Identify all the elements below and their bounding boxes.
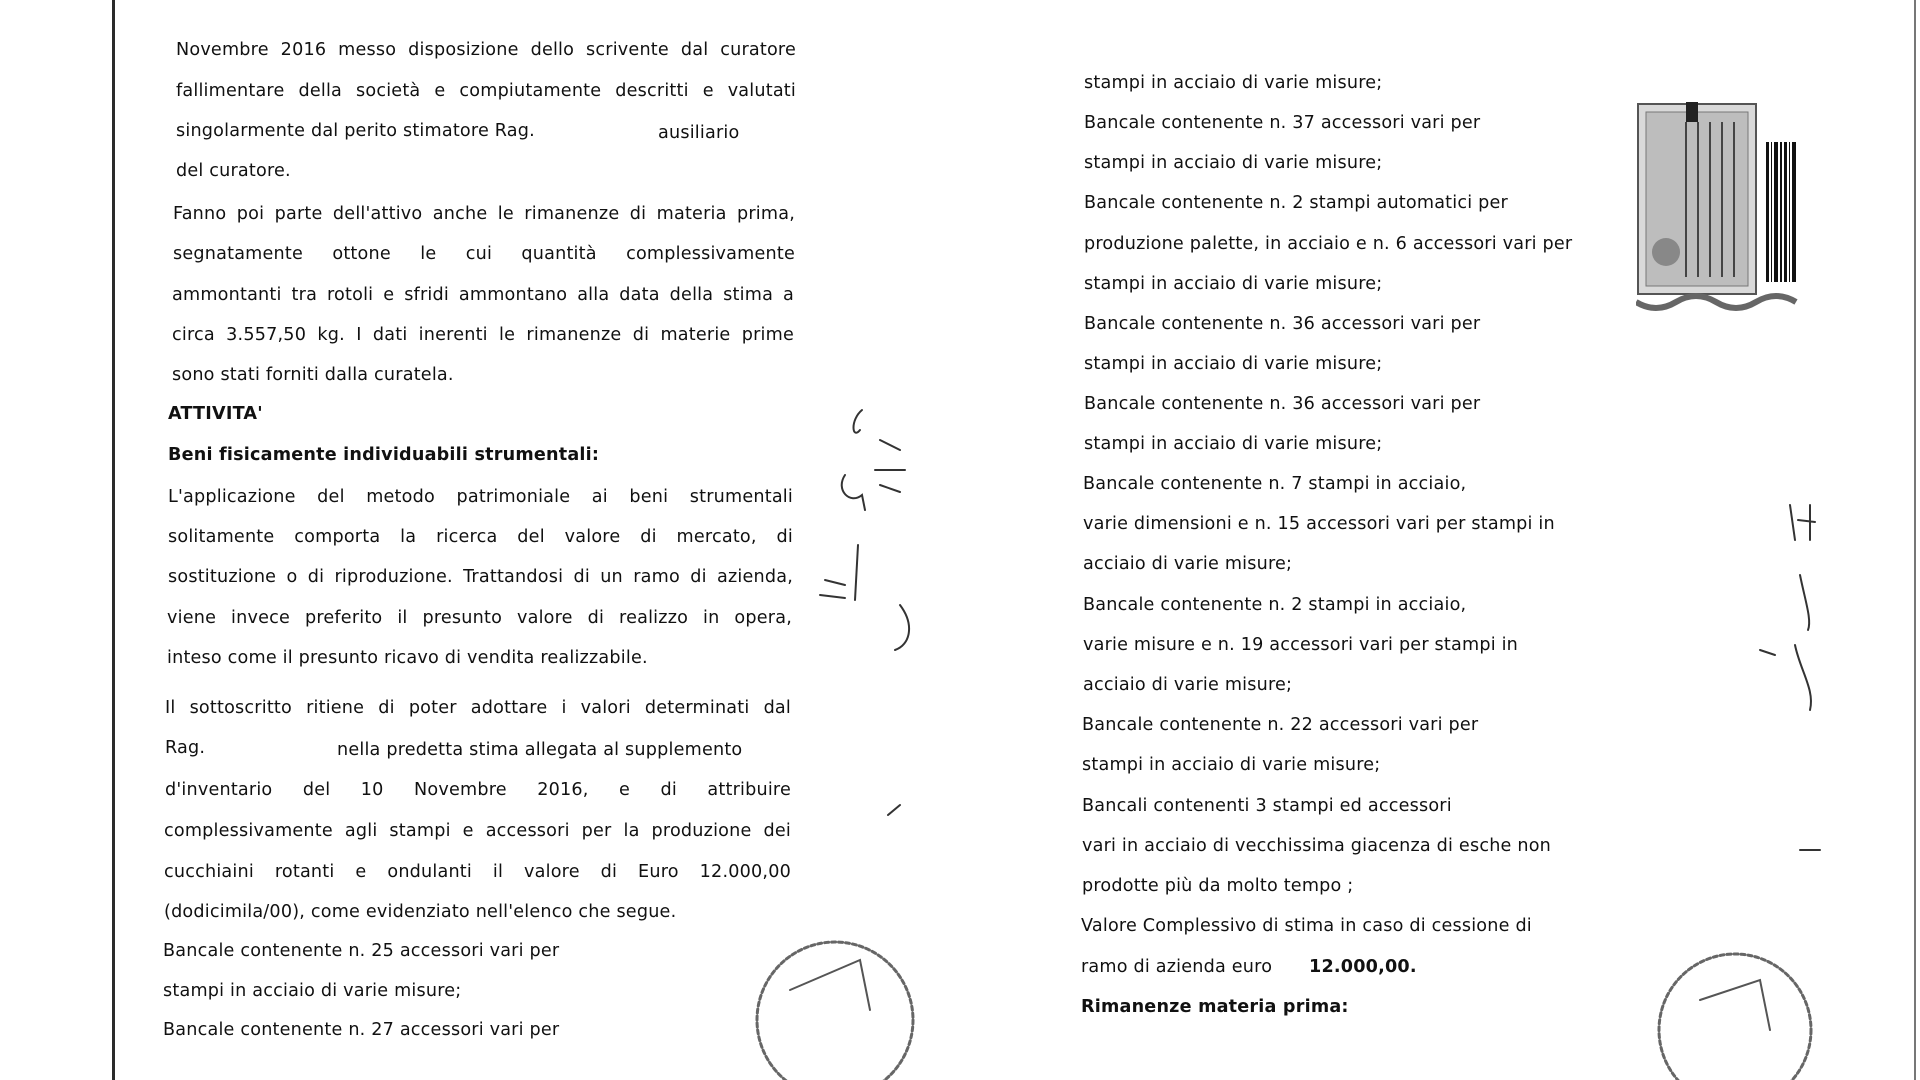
left-scan-edge — [112, 0, 115, 1080]
text-line: Bancale contenente n. 2 stampi automatici per — [1084, 193, 1508, 213]
text-line: singolarmente dal perito stimatore Rag. — [176, 121, 535, 141]
text-line: varie misure e n. 19 accessori vari per stampi in — [1083, 635, 1519, 655]
text-line: (dodicimila/00), come evidenziato nell'elenco che segue. — [164, 902, 677, 922]
text-line: stampi in acciaio di varie misure; — [1084, 73, 1383, 93]
text-line: d'inventario del 10 Novembre 2016, e di attribuire — [165, 780, 791, 800]
text-line: produzione palette, in acciaio e n. 6 accessori vari per — [1084, 234, 1573, 254]
text-line: Bancale contenente n. 2 stampi in acciaio, — [1083, 595, 1467, 615]
text-line: viene invece preferito il presunto valore di realizzo in opera, — [167, 608, 792, 628]
text-line: ammontanti tra rotoli e sfridi ammontano alla data della stima a — [172, 285, 794, 305]
text-line: stampi in acciaio di varie misure; — [1084, 153, 1383, 173]
text-line: varie dimensioni e n. 15 accessori vari per stampi in — [1083, 514, 1555, 534]
text-line: del curatore. — [176, 161, 291, 181]
text-line: Rag. — [165, 738, 206, 758]
text-line: L'applicazione del metodo patrimoniale ai beni strumentali — [168, 487, 793, 507]
text-line: complessivamente agli stampi e accessori per la produzione dei — [164, 821, 791, 841]
section-subheading: Beni fisicamente individuabili strumentali: — [168, 445, 600, 465]
text-line: Fanno poi parte dell'attivo anche le rimanenze di materia prima, — [173, 204, 795, 224]
document-page-left — [118, 0, 1063, 1080]
text-line: sono stati forniti dalla curatela. — [172, 365, 454, 385]
text-line: sostituzione o di riproduzione. Trattandosi di un ramo di azienda, — [168, 567, 793, 587]
text-line: Bancale contenente n. 37 accessori vari per — [1084, 113, 1481, 133]
text-line: circa 3.557,50 kg. I dati inerenti le rimanenze di materie prime — [172, 325, 794, 345]
text-line: stampi in acciaio di varie misure; — [1084, 274, 1383, 294]
text-line: stampi in acciaio di varie misure; — [1084, 354, 1383, 374]
text-line: Bancale contenente n. 36 accessori vari per — [1084, 394, 1481, 414]
text-line: acciaio di varie misure; — [1083, 675, 1293, 695]
text-line: Bancale contenente n. 36 accessori vari per — [1084, 314, 1481, 334]
text-line: acciaio di varie misure; — [1083, 554, 1293, 574]
text-line: stampi in acciaio di varie misure; — [1084, 434, 1383, 454]
text-line: ausiliario — [658, 123, 740, 143]
text-line: Bancale contenente n. 7 stampi in acciaio, — [1083, 474, 1467, 494]
text-line: Bancali contenenti 3 stampi ed accessori — [1082, 796, 1452, 816]
section-subheading: Rimanenze materia prima: — [1081, 997, 1349, 1017]
revenue-stamp-icon — [1636, 102, 1800, 322]
total-value: 12.000,00. — [1309, 957, 1417, 977]
text-line: Bancale contenente n. 27 accessori vari per — [163, 1020, 560, 1040]
text-line: stampi in acciaio di varie misure; — [1082, 755, 1381, 775]
text-line: inteso come il presunto ricavo di vendita realizzabile. — [167, 648, 648, 668]
text-line: prodotte più da molto tempo ; — [1082, 876, 1354, 896]
text-line: fallimentare della società e compiutamente descritti e valutati — [176, 81, 796, 101]
text-line: Bancale contenente n. 22 accessori vari per — [1082, 715, 1479, 735]
text-line: ramo di azienda euro — [1081, 957, 1273, 977]
text-line: solitamente comporta la ricerca del valore di mercato, di — [168, 527, 793, 547]
far-right-scan-edge — [1914, 0, 1916, 1080]
text-line: Bancale contenente n. 25 accessori vari per — [163, 941, 560, 961]
text-line: nella predetta stima allegata al supplemento — [337, 740, 743, 760]
text-line: Novembre 2016 messo disposizione dello scrivente dal curatore — [176, 40, 796, 60]
text-line: Il sottoscritto ritiene di poter adottare i valori determinati dal — [165, 698, 791, 718]
text-line: vari in acciaio di vecchissima giacenza di esche non — [1082, 836, 1552, 856]
text-line: segnatamente ottone le cui quantità complessivamente — [173, 244, 795, 264]
section-heading: ATTIVITA' — [168, 404, 263, 424]
text-line: Valore Complessivo di stima in caso di cessione di — [1081, 916, 1532, 936]
text-line: stampi in acciaio di varie misure; — [163, 981, 462, 1001]
text-line: cucchiaini rotanti e ondulanti il valore di Euro 12.000,00 — [164, 862, 791, 882]
